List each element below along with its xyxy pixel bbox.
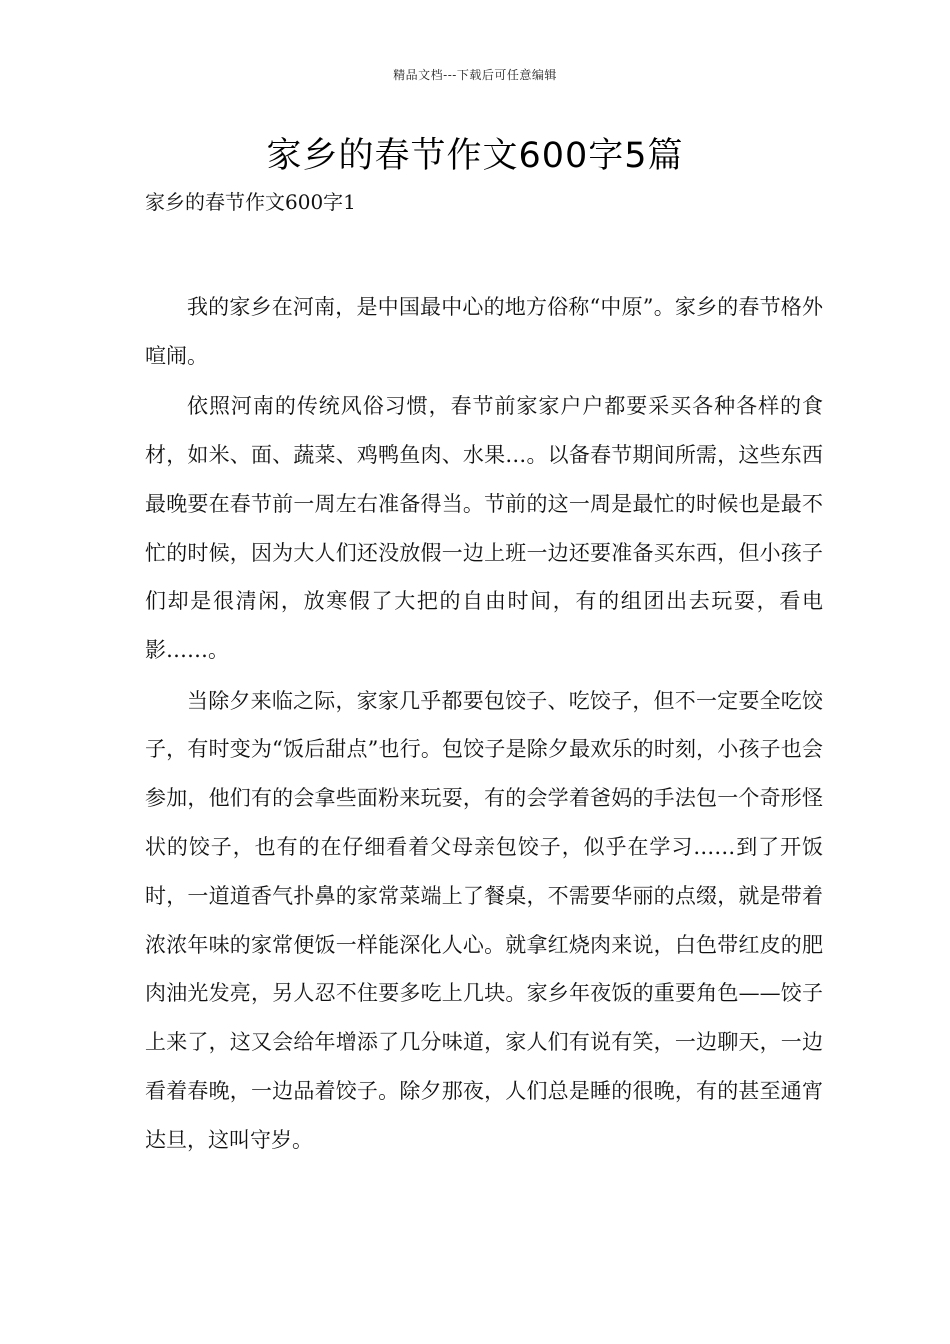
paragraph-intro: 我的家乡在河南，是中国最中心的地方俗称“中原”。家乡的春节格外喧闹。 [145, 295, 823, 368]
article-body [145, 283, 823, 1166]
document-title: 家乡的春节作文600字5篇 [266, 136, 684, 176]
paragraph-new-year-eve: 当除夕来临之际，家家几乎都要包饺子、吃饺子，但不一定要全吃饺子，有时变为“饭后甜点”也行。包饺子是除夕最欢乐的时刻，小孩子也会参加，他们有的会拿些面粉来玩耍，有的会学着爸妈的手法包一个奇形怪状的饺子，也有的在仔细看着父母亲包饺子，似乎在学习……到了开饭时，一道道香气扑鼻的家常菜端上了餐桌，不需要华丽的点缀，就是带着浓浓年味的家常便饭一样能深化人心。就拿红烧肉来说，白色带红皮的肥肉油光发亮，另人忍不住要多吃上几块。家乡年夜饭的重要角色——饺子上来了，这又会给年增添了几分味道，家人们有说有笑，一边聊天，一边看着春晚，一边品着饺子。除夕那夜，人们总是睡的很晚，有的甚至通宵达旦，这叫守岁。 [145, 688, 823, 1152]
section-heading: 家乡的春节作文600字1 [145, 190, 356, 214]
paragraph-preparation: 依照河南的传统风俗习惯，春节前家家户户都要采买各种各样的食材，如米、面、蔬菜、鸡鸭鱼肉、水果…。以备春节期间所需，这些东西最晚要在春节前一周左右准备得当。节前的这一周是最忙的时候也是最不忙的时候，因为大人们还没放假一边上班一边还要准备买东西，但小孩子们却是很清闲，放寒假了大把的自由时间，有的组团出去玩耍，看电影……。 [145, 394, 823, 663]
header-note: 精品文档---下载后可任意编辑 [393, 68, 557, 82]
